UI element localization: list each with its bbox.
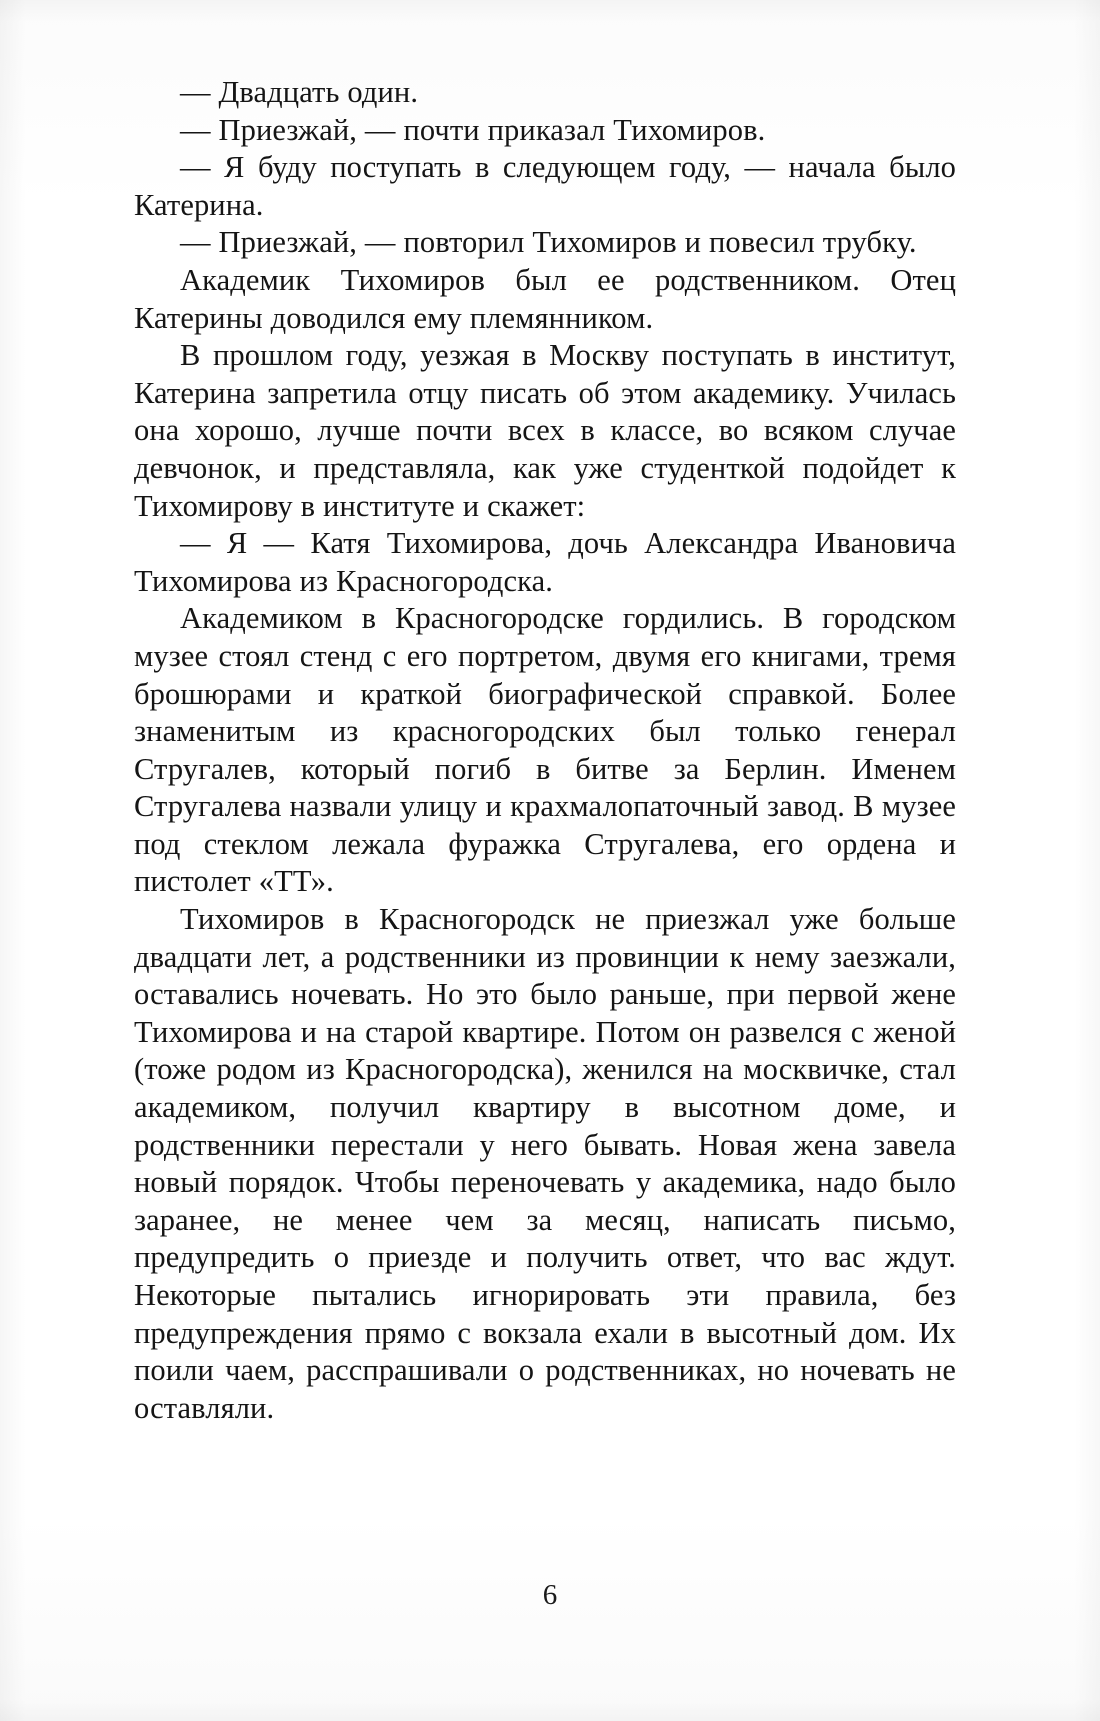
paragraph: Академиком в Красногородске гордились. В городском музее стоял стенд с его портретом, двумя его книгами, тремя брошюрами и краткой биографической справкой. Более знаменитым из красногородских был только генерал Стругалев, который погиб в битве за Берлин. Именем Стругалева назвали улицу и крахмалопаточный завод. В музее под стеклом лежала фуражка Стругалева, его ордена и пистолет «ТТ». (134, 601, 956, 899)
page-edge-shadow-top (0, 0, 1100, 22)
page-number: 6 (542, 1579, 558, 1611)
paragraph: — Приезжай, — повторил Тихомиров и повесил трубку. (180, 225, 917, 260)
paragraph: Академик Тихомиров был ее родственником. Отец Катерины доводился ему племянником. (134, 262, 956, 335)
paragraph: — Я — Катя Тихомирова, дочь Александра Ивановича Тихомирова из Красногородска. (134, 526, 956, 598)
paragraph: В прошлом году, уезжая в Москву поступать в институт, Катерина запретила отцу писать об этом академику. Училась она хорошо, лучше почти всех в классе, во всяком случае девчонок, и представляла, как уже студенткой подойдет к Тихомирову в институте и скажет: (134, 338, 956, 523)
page-edge-shadow-right (1074, 0, 1100, 1721)
paragraph: — Двадцать один. (180, 75, 419, 109)
page-edge-shadow-left (0, 0, 26, 1721)
paragraph: — Приезжай, — почти приказал Тихомиров. (180, 112, 766, 147)
paragraph: — Я буду поступать в следующем году, — начала было Катерина. (134, 150, 956, 222)
paragraph: Тихомиров в Красногородск не приезжал уже больше двадцати лет, а родственники из провинции к нему заезжали, оставались ночевать. Но это было раньше, при первой жене Тихомирова и на старой квартире. Потом он развелся с женой (тоже родом из Красногородска), женился на москвичке, стал академиком, получил квартиру в высотном доме, и родственники перестали у него бывать. Новая жена завела новый порядок. Чтобы переночевать у академика, надо было заранее, не менее чем за месяц, написать письмо, предупредить о приезде и получить ответ, что вас ждут. Некоторые пытались игнорировать эти правила, без предупреждения прямо с вокзала ехали в высотный дом. Их поили чаем, расспрашивали о родственниках, но ночевать не оставляли. (134, 902, 956, 1425)
page-edge-shadow-bottom (0, 1699, 1100, 1721)
body-text (134, 74, 956, 1427)
